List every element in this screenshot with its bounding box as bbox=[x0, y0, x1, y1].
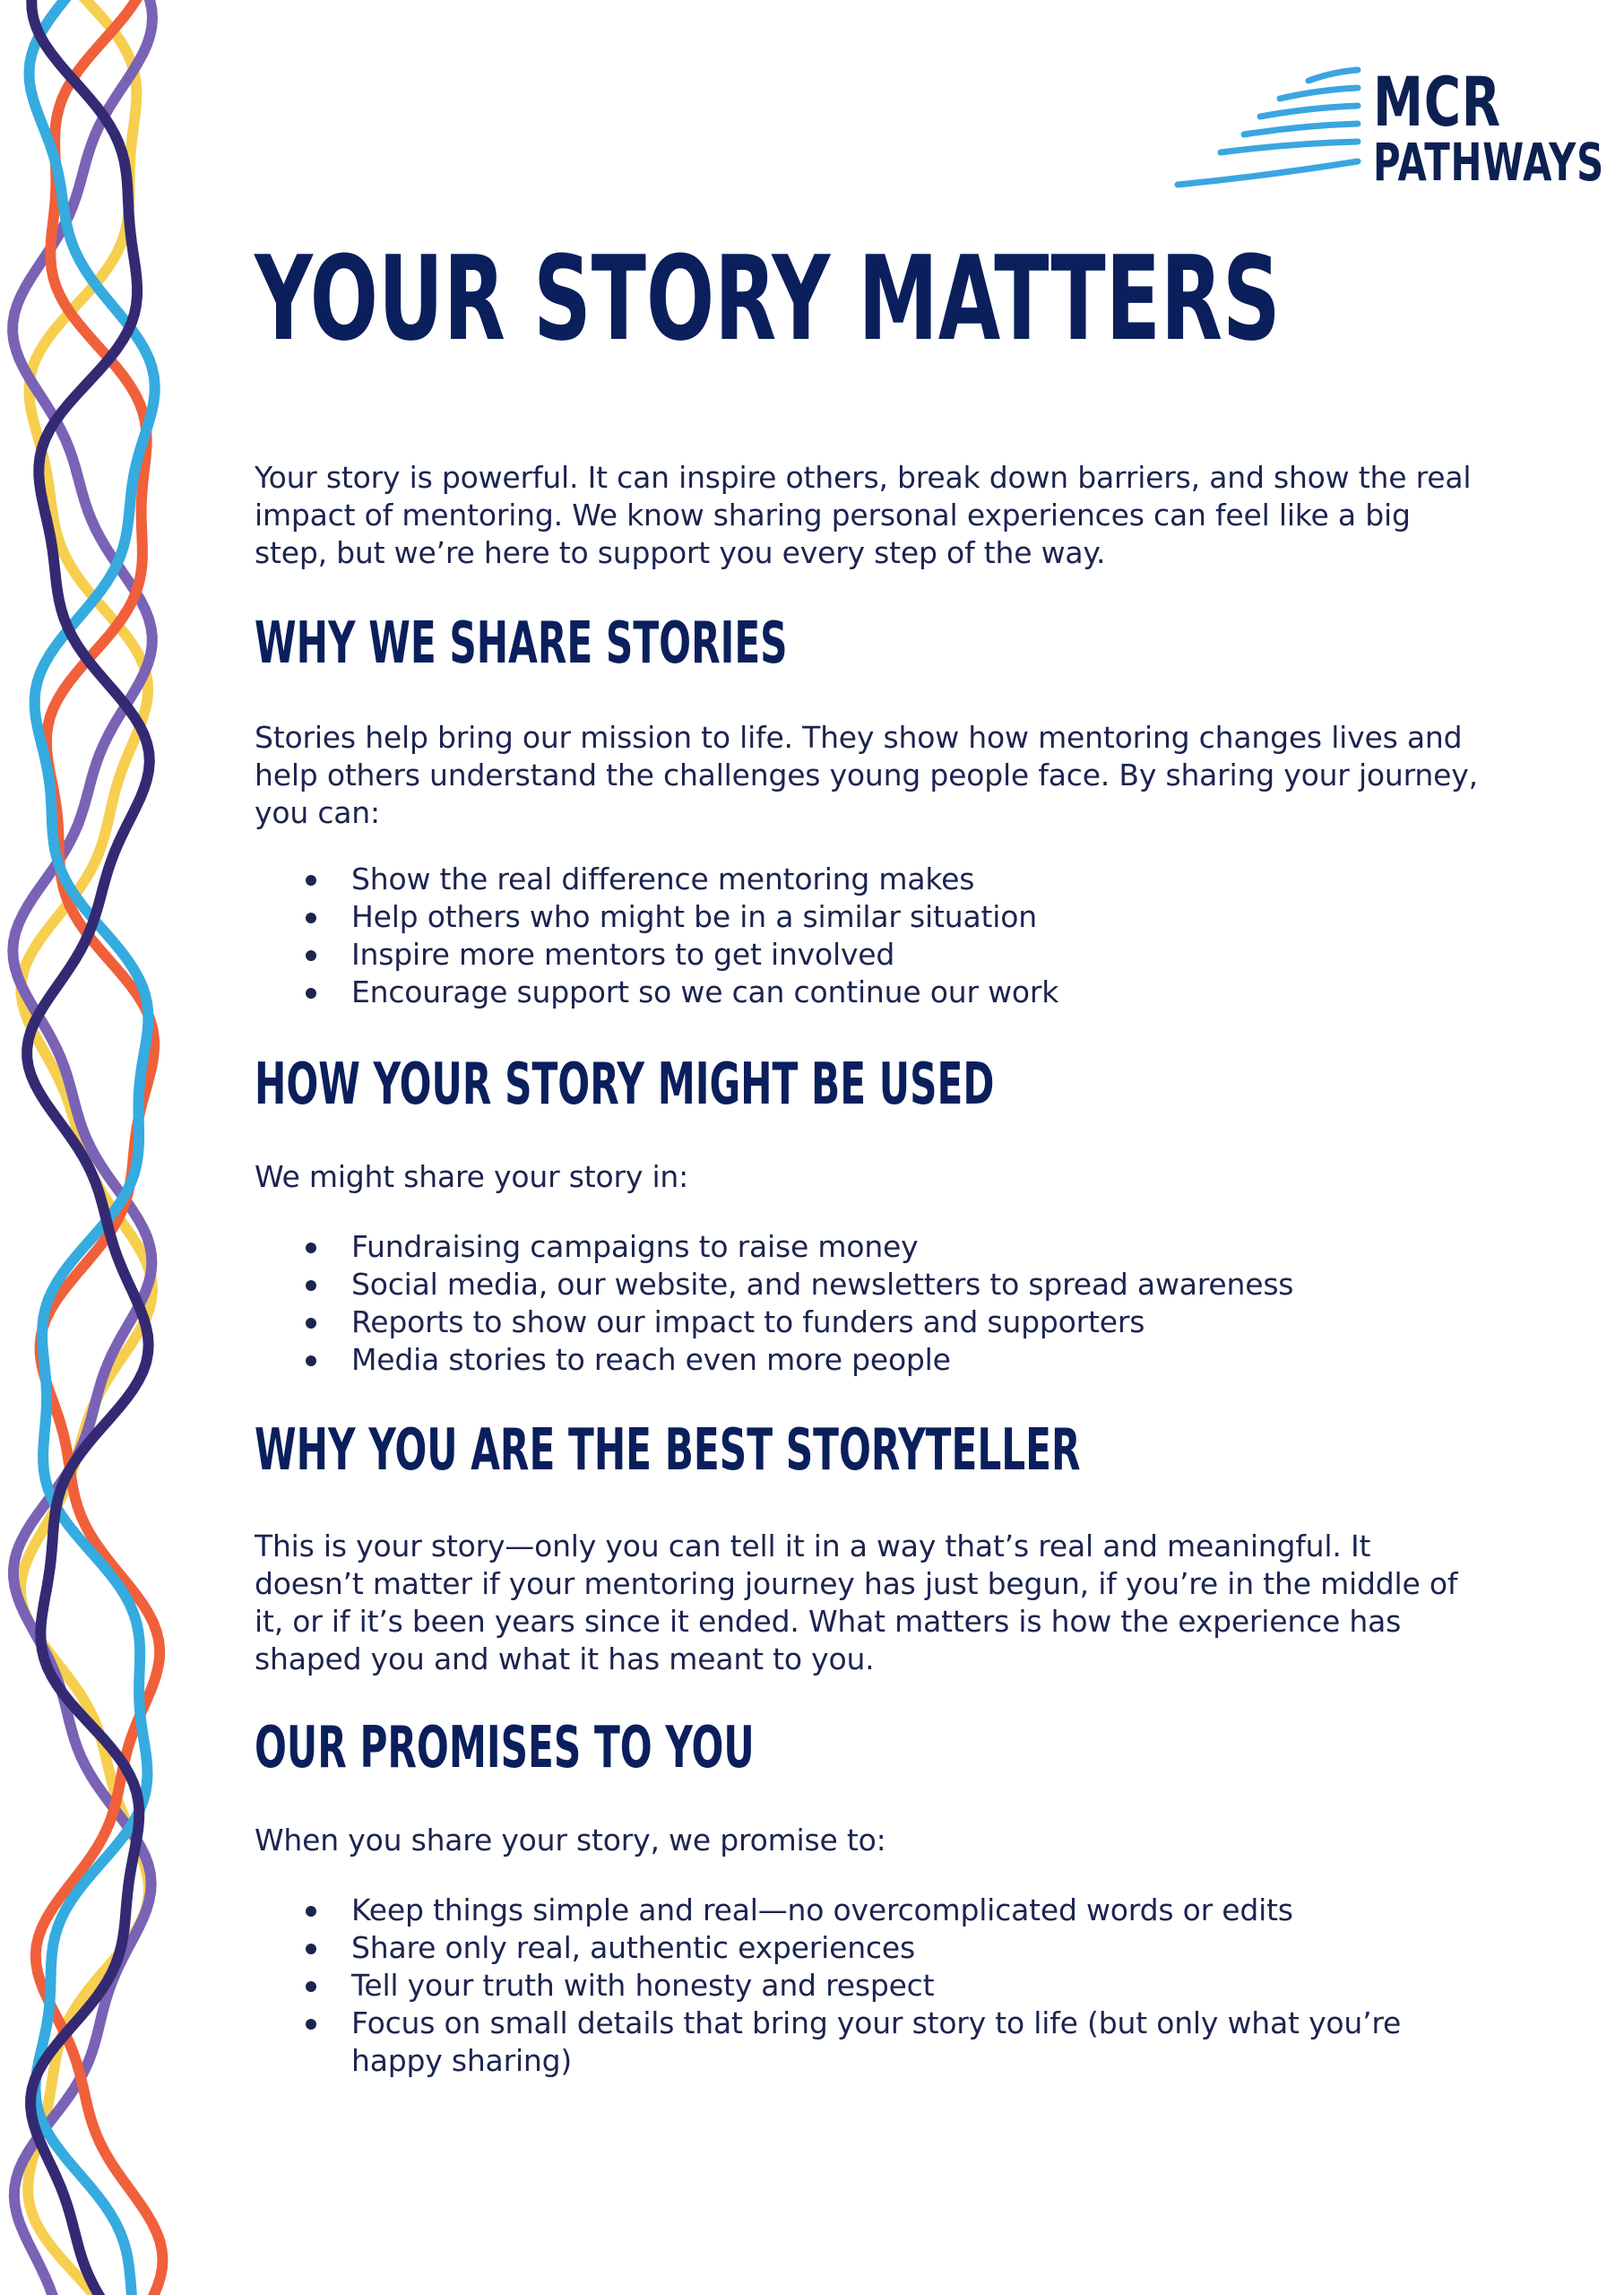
list-item: Fundraising campaigns to raise money bbox=[255, 1228, 1293, 1266]
how-used-list bbox=[255, 1228, 1293, 1379]
how-used-paragraph: We might share your story in: bbox=[255, 1159, 689, 1194]
heading-why-you-are-the-best-storyteller: WHY YOU ARE THE BEST STORYTELLER bbox=[255, 1417, 1081, 1484]
heading-why-we-share-stories: WHY WE SHARE STORIES bbox=[255, 611, 788, 677]
promises-list bbox=[255, 1892, 1401, 2080]
logo-swoosh-line bbox=[1244, 124, 1358, 134]
logo-swoosh-line bbox=[1178, 161, 1358, 185]
list-item: Inspire more mentors to get involved bbox=[255, 936, 1058, 974]
logo-swoosh-line bbox=[1309, 70, 1358, 81]
logo-wordmark-mcr: MCR bbox=[1373, 62, 1501, 142]
heading-our-promises-to-you: OUR PROMISES TO YOU bbox=[255, 1715, 755, 1781]
list-item: Reports to show our impact to funders and supporters bbox=[255, 1303, 1293, 1341]
decorative-ribbons bbox=[0, 0, 206, 2295]
list-item: Tell your truth with honesty and respect bbox=[255, 1967, 1401, 2005]
list-item: Encourage support so we can continue our work bbox=[255, 974, 1058, 1011]
page-title: YOUR STORY MATTERS bbox=[255, 230, 1281, 367]
heading-how-your-story-might-be-used: HOW YOUR STORY MIGHT BE USED bbox=[255, 1052, 995, 1118]
list-item: Help others who might be in a similar situation bbox=[255, 898, 1058, 936]
list-item: Focus on small details that bring your story to life (but only what you’re happy sharing) bbox=[255, 2005, 1401, 2080]
list-item: Keep things simple and real—no overcomplicated words or edits bbox=[255, 1892, 1401, 1929]
intro-paragraph: Your story is powerful. It can inspire others, break down barriers, and show the real impact of mentoring. We know sharing personal experiences can feel like a big step, but we’re here to support you every step of the way. bbox=[255, 460, 1472, 570]
logo-swoosh-line bbox=[1221, 142, 1358, 152]
list-item: Share only real, authentic experiences bbox=[255, 1929, 1401, 1967]
best-storyteller-paragraph: This is your story—only you can tell it in a way that’s real and meaningful. It doesn’t matter if your mentoring journey has just begun, if you’re in the middle of it, or if it’s been years since it ended. What matters is how the experience has shaped you and what it has meant to you. bbox=[255, 1529, 1458, 1676]
list-item: Show the real difference mentoring makes bbox=[255, 861, 1058, 898]
list-item: Media stories to reach even more people bbox=[255, 1341, 1293, 1379]
promises-paragraph: When you share your story, we promise to: bbox=[255, 1823, 886, 1858]
logo-wordmark-pathways: PATHWAYS bbox=[1373, 132, 1604, 193]
logo-swoosh-line bbox=[1260, 106, 1358, 117]
why-share-list bbox=[255, 861, 1058, 1011]
list-item: Social media, our website, and newsletters to spread awareness bbox=[255, 1266, 1293, 1303]
why-share-paragraph: Stories help bring our mission to life. They show how mentoring changes lives and help others understand the challenges young people face. By sharing your journey, you can: bbox=[255, 720, 1478, 830]
logo-swoosh-line bbox=[1280, 88, 1358, 99]
